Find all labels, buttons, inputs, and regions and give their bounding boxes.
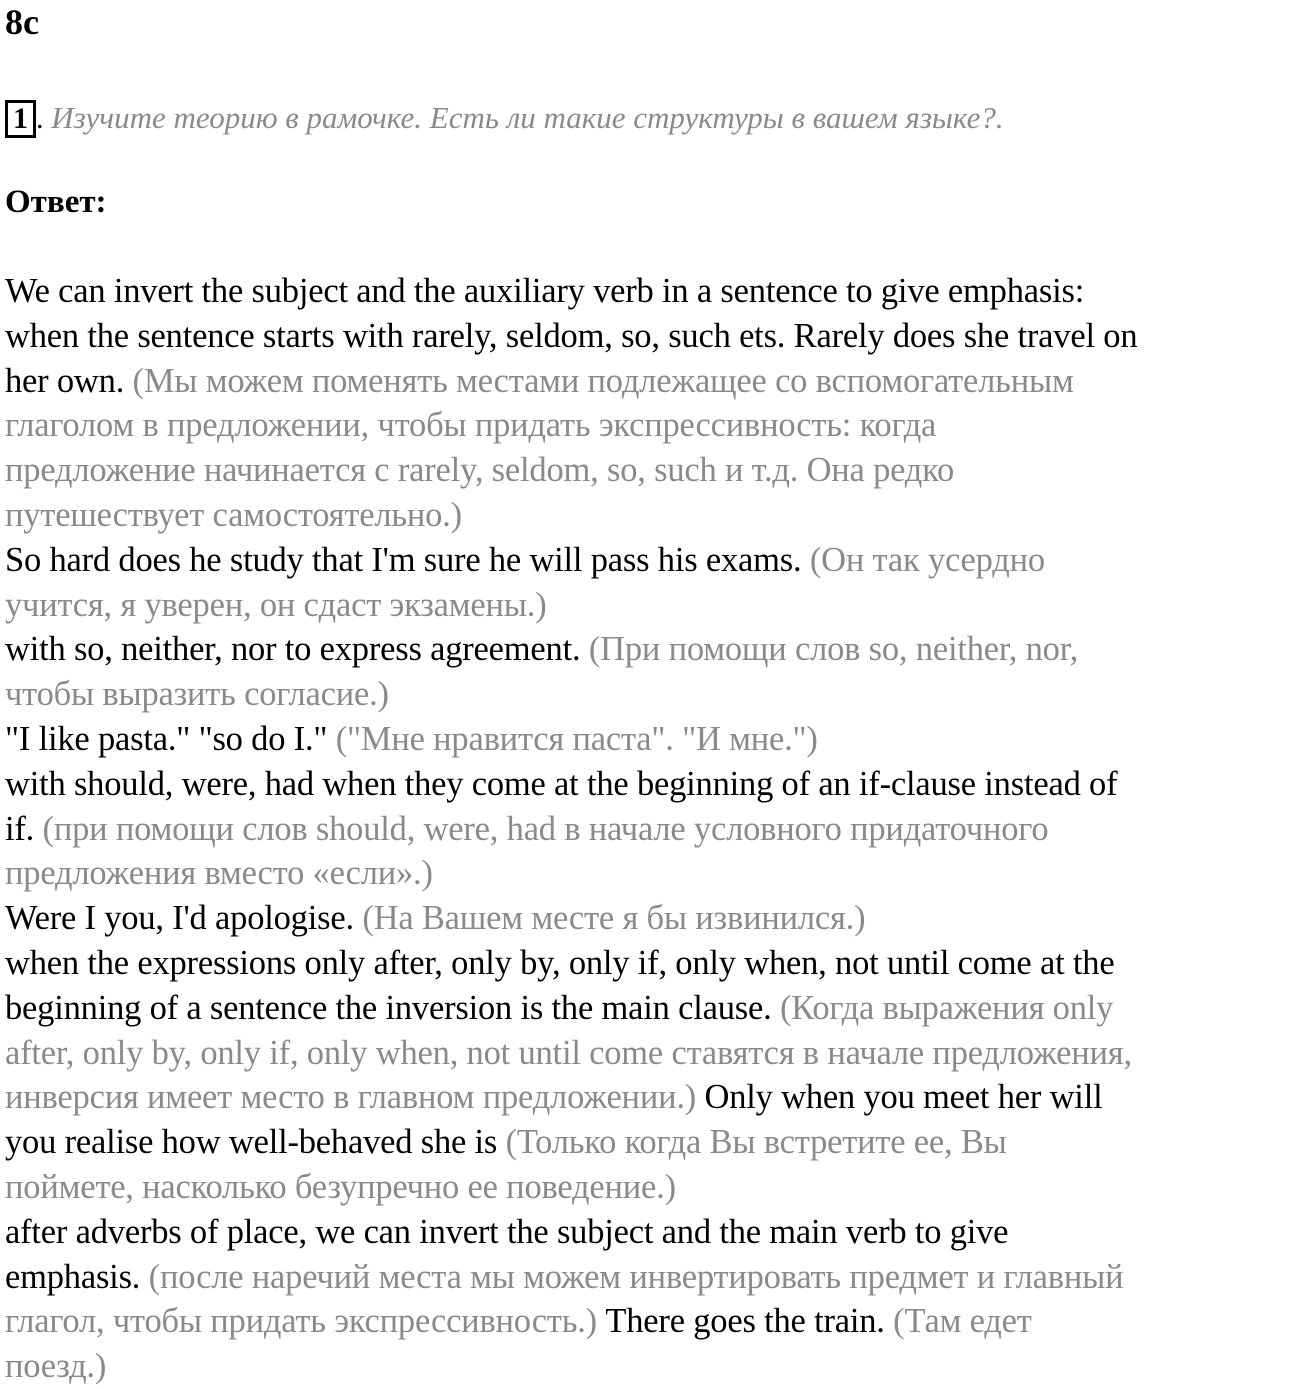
answer-line (5, 941, 1303, 986)
russian-translation-text: поймете, насколько безупречно ее поведение.) (5, 1167, 676, 1206)
answer-line (5, 1210, 1303, 1255)
russian-translation-text: after, only by, only if, only when, not until come ставятся в начале предложения, (5, 1033, 1132, 1072)
answer-line (5, 1031, 1303, 1076)
answer-line (5, 403, 1303, 448)
answer-line (5, 448, 1303, 493)
russian-translation-text: (Когда выражения only (779, 988, 1114, 1027)
english-text: "I like pasta." "so do I." (5, 719, 336, 758)
russian-translation-text: предложения вместо «если».) (5, 854, 433, 893)
russian-translation-text: учится, я уверен, он сдаст экзамены.) (5, 585, 547, 624)
exercise-number-badge: 1 (5, 100, 36, 138)
answer-line (5, 314, 1303, 359)
exercise-number-dot: . (36, 102, 44, 135)
english-text: Only when you meet her will (696, 1078, 1103, 1117)
answer-line (5, 1165, 1303, 1210)
russian-translation-text: (Мы можем поменять местами подлежащее со вспомогательным (132, 361, 1074, 400)
russian-translation-text: чтобы выразить согласие.) (5, 675, 389, 714)
section-title: 8c (5, 2, 39, 42)
answer-line (5, 1255, 1303, 1300)
answer-line (5, 717, 1303, 762)
exercise-task (5, 96, 1004, 141)
english-text: beginning of a sentence the inversion is the main clause. (5, 988, 780, 1027)
english-text: if. (5, 809, 43, 848)
russian-translation-text: (после наречий места мы можем инвертировать предмет и главный (148, 1257, 1124, 1296)
russian-translation-text: поезд.) (5, 1347, 107, 1386)
english-text: with so, neither, nor to express agreement. (5, 630, 589, 669)
answer-line (5, 1120, 1303, 1165)
answer-line (5, 1344, 1303, 1389)
english-text: with should, were, had when they come at the beginning of an if-clause instead of (5, 764, 1118, 803)
answer-line (5, 359, 1303, 404)
exercise-instruction: Изучите теорию в рамочке. Есть ли такие структуры в вашем языке?. (51, 100, 1004, 135)
russian-translation-text: (На Вашем месте я бы извинился.) (362, 899, 866, 938)
russian-translation-text: глагол, чтобы придать экспрессивность.) (5, 1302, 597, 1341)
russian-translation-text: глаголом в предложении, чтобы придать экспрессивность: когда (5, 406, 937, 445)
russian-translation-text: путешествует самостоятельно.) (5, 495, 462, 534)
english-text: when the expressions only after, only by, only if, only when, not until come at the (5, 943, 1115, 982)
english-text: when the sentence starts with rarely, seldom, so, such ets. Rarely does she travel on (5, 316, 1138, 355)
russian-translation-text: (Он так усердно (809, 540, 1045, 579)
answer-line (5, 986, 1303, 1031)
answer-line (5, 1075, 1303, 1120)
answer-line (5, 583, 1303, 628)
english-text: So hard does he study that I'm sure he will pass his exams. (5, 540, 810, 579)
english-text: We can invert the subject and the auxiliary verb in a sentence to give emphasis: (5, 272, 1085, 310)
answer-line (5, 896, 1303, 941)
answer-line (5, 851, 1303, 896)
english-text: after adverbs of place, we can invert the subject and the main verb to give (5, 1212, 1009, 1251)
answer-line (5, 269, 1303, 314)
answer-body (5, 269, 1303, 1389)
russian-translation-text: инверсия имеет место в главном предложении.) (5, 1078, 697, 1117)
english-text: her own. (5, 361, 133, 400)
english-text: Were I you, I'd apologise. (5, 899, 363, 938)
answer-line (5, 627, 1303, 672)
answer-line (5, 672, 1303, 717)
russian-translation-text: (Там едет (893, 1302, 1032, 1341)
russian-translation-text: (при помощи слов should, were, had в начале условного придаточного (42, 809, 1049, 848)
english-text: emphasis. (5, 1257, 149, 1296)
answer-line (5, 807, 1303, 852)
answer-line (5, 538, 1303, 583)
russian-translation-text: ("Мне нравится паста". "И мне.") (335, 719, 818, 758)
english-text: There goes the train. (596, 1302, 894, 1341)
answer-line (5, 493, 1303, 538)
answer-line (5, 762, 1303, 807)
russian-translation-text: (При помощи слов so, neither, nor, (588, 630, 1079, 669)
english-text: you realise how well-behaved she is (5, 1123, 506, 1162)
answer-label: Ответ: (5, 184, 107, 220)
answer-line (5, 1299, 1303, 1344)
russian-translation-text: предложение начинается с rarely, seldom, so, such и т.д. Она редко (5, 451, 955, 490)
russian-translation-text: (Только когда Вы встретите ее, Вы (505, 1123, 1007, 1162)
